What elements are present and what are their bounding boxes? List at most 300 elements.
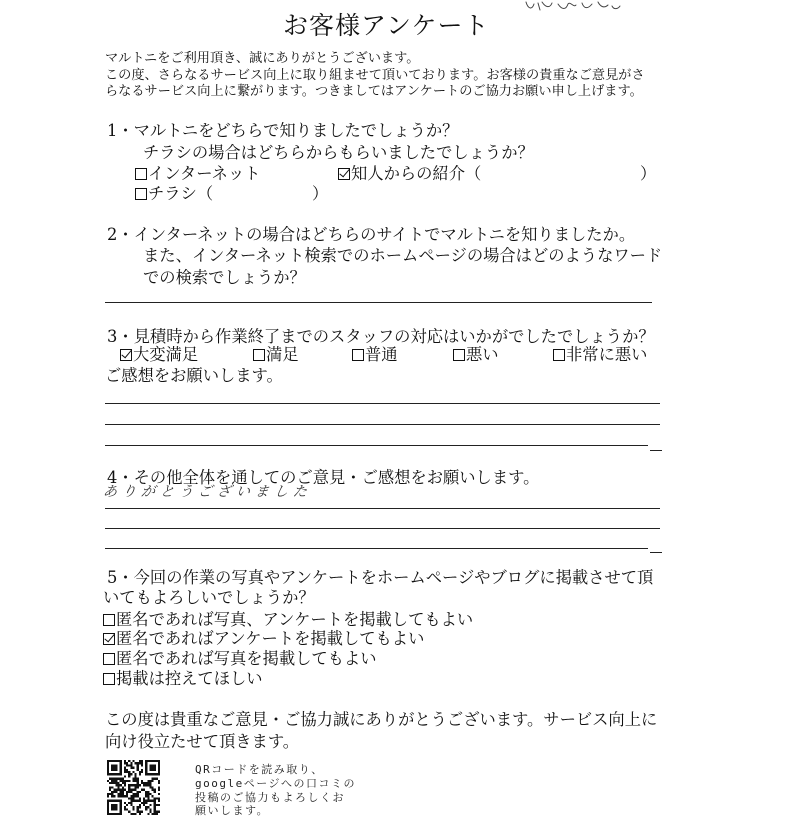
qr-module [109,800,111,802]
qr-module [113,764,115,766]
qr-module [115,784,117,786]
qr-module [143,804,145,806]
qr-module [115,764,117,766]
q3-option-very-bad[interactable] [553,347,647,363]
qr-module [128,775,130,777]
qr-module [113,780,115,782]
qr-module [122,793,124,795]
qr-module [156,797,158,799]
checkbox[interactable] [103,673,115,685]
option-label: 匿名であれば写真、アンケートを掲載してもよい [116,610,474,629]
qr-module [120,773,122,775]
qr-module [130,791,132,793]
line-end-mark [650,450,662,451]
q3-comment-prompt: ご感想をお願いします。 [105,366,283,385]
qr-module [120,804,122,806]
qr-module [135,778,137,780]
qr-module [135,813,137,815]
option-label: 知人からの紹介（ [351,164,482,183]
qr-module [158,764,160,766]
qr-module [147,791,149,793]
qr-module [137,806,139,808]
qr-module [107,780,109,782]
option-label: チラシ（ [148,184,214,203]
option-label: 悪い [466,345,499,364]
qr-module [115,760,117,762]
qr-module [118,800,120,802]
checkbox[interactable] [135,188,147,200]
q5-option-decline[interactable] [103,671,263,687]
qr-module [145,760,147,762]
qr-module [120,767,122,769]
qr-module [115,780,117,782]
qr-module [135,784,137,786]
qr-module [120,789,122,791]
qr-module [111,813,113,815]
q4-answer-line[interactable] [105,508,660,509]
qr-module [158,760,160,762]
qr-module [141,771,143,773]
qr-module [132,797,134,799]
qr-module [137,800,139,802]
qr-module [118,784,120,786]
qr-module [120,806,122,808]
qr-module [113,806,115,808]
qr-module [141,802,143,804]
qr-module [139,771,141,773]
qr-module [137,791,139,793]
qr-module [143,800,145,802]
qr-module [154,767,156,769]
q1-flyer-close-paren: ） [312,184,329,203]
qr-module [109,793,111,795]
qr-module [158,793,160,795]
qr-module [135,789,137,791]
qr-module [115,769,117,771]
qr-module [158,769,160,771]
qr-module [139,762,141,764]
qr-module [107,800,109,802]
qr-module [130,789,132,791]
qr-module [130,773,132,775]
qr-module [107,764,109,766]
qr-module [135,800,137,802]
qr-module [124,802,126,804]
qr-module [132,771,134,773]
qr-module [124,780,126,782]
qr-module [152,764,154,766]
qr-module [158,773,160,775]
qr-module [124,762,126,764]
qr-module [109,782,111,784]
qr-module [135,775,137,777]
qr-module [158,767,160,769]
qr-module [145,808,147,810]
qr-module [120,780,122,782]
qr-module [107,804,109,806]
qr-module [137,762,139,764]
checkbox[interactable] [120,349,132,361]
qr-module [156,760,158,762]
qr-module [149,782,151,784]
q3-option-satisfied[interactable] [253,347,299,363]
qr-module [156,813,158,815]
qr-module [122,791,124,793]
qr-module [111,778,113,780]
qr-module [145,795,147,797]
qr-module [158,811,160,813]
qr-module [120,791,122,793]
qr-module [154,806,156,808]
q1-question-sub: チラシの場合はどちらからもらいましたでしょうか？ [143,143,534,162]
qr-module [130,797,132,799]
qr-module [118,789,120,791]
qr-module [111,786,113,788]
qr-module [126,764,128,766]
qr-module [128,786,130,788]
line-end-mark [650,552,662,553]
q1-option-referral[interactable] [338,166,481,182]
qr-module [149,784,151,786]
qr-module [152,769,154,771]
qr-module [115,782,117,784]
qr-module [107,773,109,775]
q5-option-photo-only[interactable] [103,651,377,667]
qr-module [149,793,151,795]
qr-module [147,780,149,782]
qr-module [120,800,122,802]
option-label: 大変満足 [133,345,199,364]
qr-module [135,780,137,782]
qr-module [158,780,160,782]
qr-module [152,767,154,769]
qr-module [113,808,115,810]
qr-module [107,767,109,769]
qr-module [152,795,154,797]
q2-question-sub: また、インターネット検索でのホームページの場合はどのようなワード [143,246,663,265]
qr-module [111,793,113,795]
qr-module [113,789,115,791]
qr-module [115,813,117,815]
qr-module [139,784,141,786]
qr-module [120,760,122,762]
qr-module [145,762,147,764]
q1-referral-close-paren: ） [640,164,657,183]
qr-module [156,773,158,775]
qr-module [139,813,141,815]
qr-module [130,784,132,786]
closing-line: この度は貴重なご意見・ご協力誠にありがとうございます。サービス向上に [105,710,658,729]
qr-module [156,811,158,813]
q1-question: 1・マルトニをどちらで知りましたでしょうか？ [107,121,459,140]
qr-module [118,778,120,780]
qr-caption-line: 投稿のご協力もよろしくお [195,791,345,804]
qr-module [147,797,149,799]
qr-module [145,773,147,775]
q4-question: 4・その他全体を通してのご意見・ご感想をお願いします。 [107,468,540,487]
qr-module [137,793,139,795]
qr-module [107,806,109,808]
option-label: 非常に悪い [566,345,648,364]
qr-module [130,767,132,769]
qr-module [139,797,141,799]
qr-module [111,760,113,762]
qr-module [145,767,147,769]
qr-module [113,795,115,797]
qr-module [132,793,134,795]
qr-module [147,784,149,786]
qr-module [107,795,109,797]
qr-module [149,811,151,813]
qr-module [115,791,117,793]
qr-module [122,778,124,780]
qr-module [132,806,134,808]
qr-module [111,767,113,769]
qr-module [149,808,151,810]
qr-caption-line: 願いします。 [195,804,270,817]
qr-module [143,782,145,784]
qr-module [137,811,139,813]
qr-module [118,793,120,795]
qr-module [154,797,156,799]
qr-module [152,813,154,815]
qr-module [132,789,134,791]
qr-module [118,773,120,775]
q2-question: 2・インターネットの場合はどちらのサイトでマルトニを知りましたか。 [107,225,636,244]
qr-module [113,767,115,769]
checkbox[interactable] [453,349,465,361]
qr-module [145,784,147,786]
handwritten-note-scribble [522,0,622,14]
qr-module [122,782,124,784]
q5-question: 5・今回の作業の写真やアンケートをホームページやブログに掲載させて頂 [107,568,654,587]
qr-module [130,804,132,806]
q3-option-very-satisfied[interactable] [120,347,198,363]
qr-module [154,773,156,775]
qr-module [128,780,130,782]
qr-module [107,771,109,773]
qr-module [132,813,134,815]
qr-module [145,793,147,795]
qr-module [107,760,109,762]
qr-module [128,802,130,804]
qr-module [113,778,115,780]
qr-module [113,773,115,775]
qr-module [111,800,113,802]
q3-answer-line[interactable] [105,424,660,425]
qr-module [124,771,126,773]
qr-module [120,795,122,797]
qr-module [147,806,149,808]
qr-module [113,769,115,771]
qr-module [149,780,151,782]
qr-module [158,771,160,773]
option-label: 普通 [365,345,398,364]
qr-module [107,811,109,813]
qr-module [120,778,122,780]
checkbox[interactable] [103,653,115,665]
checkbox[interactable] [135,168,147,180]
qr-module [137,795,139,797]
qr-module [139,806,141,808]
checkbox[interactable] [103,614,115,626]
qr-module [120,769,122,771]
q5-option-photo-and-survey[interactable] [103,612,473,628]
qr-module [111,780,113,782]
qr-module [128,771,130,773]
qr-module [130,802,132,804]
qr-module [132,780,134,782]
q4-answer-line[interactable] [105,548,648,549]
qr-module [149,773,151,775]
qr-module [126,804,128,806]
qr-module [122,795,124,797]
qr-module [107,813,109,815]
qr-module [124,775,126,777]
qr-module [118,795,120,797]
qr-module [135,793,137,795]
q1-option-flyer[interactable] [135,186,213,202]
qr-module [132,767,134,769]
qr-module [120,793,122,795]
qr-module [154,800,156,802]
qr-module [128,811,130,813]
qr-module [111,804,113,806]
qr-module [128,773,130,775]
qr-module [154,791,156,793]
qr-module [152,760,154,762]
qr-module [126,791,128,793]
q3-answer-line[interactable] [105,445,648,446]
qr-module [132,795,134,797]
qr-module [139,800,141,802]
qr-module [115,800,117,802]
qr-module [154,808,156,810]
intro-line: この度、さらなるサービス向上に取り組ませて頂いております。お客様の貴重なご意見がさ [105,68,645,83]
qr-module [152,789,154,791]
qr-module [115,808,117,810]
checkbox[interactable] [352,349,364,361]
qr-module [143,784,145,786]
qr-module [113,804,115,806]
qr-module [109,773,111,775]
qr-module [154,769,156,771]
qr-module [147,760,149,762]
q3-question: 3・見積時から作業終了までのスタッフの対応はいかがでしたでしょうか？ [107,327,655,346]
q2-answer-line[interactable] [105,302,652,303]
qr-module [143,802,145,804]
qr-module [137,767,139,769]
qr-module [152,800,154,802]
qr-module [111,764,113,766]
qr-module [115,767,117,769]
qr-module [147,793,149,795]
qr-module [128,760,130,762]
qr-module [115,778,117,780]
qr-module [111,769,113,771]
qr-module [126,793,128,795]
qr-module [115,789,117,791]
qr-module [141,764,143,766]
qr-module [145,802,147,804]
qr-module [122,780,124,782]
qr-module [145,806,147,808]
checkbox[interactable] [253,349,265,361]
qr-module [128,764,130,766]
q5-question-sub: いてもよろしいでしょうか？ [103,588,315,607]
qr-module [154,802,156,804]
qr-caption-line: googleページへの口コミの [195,777,357,790]
qr-module [122,786,124,788]
qr-module [118,782,120,784]
q1-option-internet[interactable] [135,166,261,182]
qr-module [139,804,141,806]
qr-module [158,800,160,802]
qr-module [124,769,126,771]
qr-module [120,808,122,810]
qr-module [113,760,115,762]
qr-module [124,782,126,784]
qr-module [107,762,109,764]
q4-answer-line[interactable] [105,528,660,529]
qr-module [107,793,109,795]
qr-module [113,813,115,815]
qr-code[interactable] [107,760,160,815]
qr-module [149,764,151,766]
qr-module [145,769,147,771]
qr-module [158,762,160,764]
qr-module [124,808,126,810]
qr-module [154,811,156,813]
qr-module [137,786,139,788]
checkbox[interactable] [103,633,115,645]
qr-module [120,784,122,786]
qr-module [158,782,160,784]
qr-module [115,806,117,808]
qr-module [132,808,134,810]
q5-option-survey-only[interactable] [103,631,424,647]
qr-module [126,762,128,764]
qr-module [120,762,122,764]
qr-module [120,802,122,804]
checkbox[interactable] [553,349,565,361]
qr-module [139,811,141,813]
q2-question-sub: での検索でしょうか？ [143,268,306,287]
checkbox[interactable] [338,168,350,180]
q3-option-bad[interactable] [453,347,499,363]
qr-module [154,764,156,766]
q3-option-neutral[interactable] [352,347,398,363]
qr-module [111,806,113,808]
intro-line: らなるサービス向上に繋がります。つきましてはアンケートのご協力お願い申し上げます。 [105,84,643,99]
qr-module [124,795,126,797]
qr-module [137,784,139,786]
qr-module [107,769,109,771]
qr-module [115,804,117,806]
qr-module [111,795,113,797]
qr-module [145,791,147,793]
qr-module [109,760,111,762]
qr-module [132,778,134,780]
qr-module [111,791,113,793]
qr-module [139,760,141,762]
q3-answer-line[interactable] [105,403,660,404]
qr-module [135,773,137,775]
closing-line: 向け役立たせて頂きます。 [105,732,300,751]
qr-module [141,780,143,782]
qr-module [128,797,130,799]
qr-module [154,813,156,815]
